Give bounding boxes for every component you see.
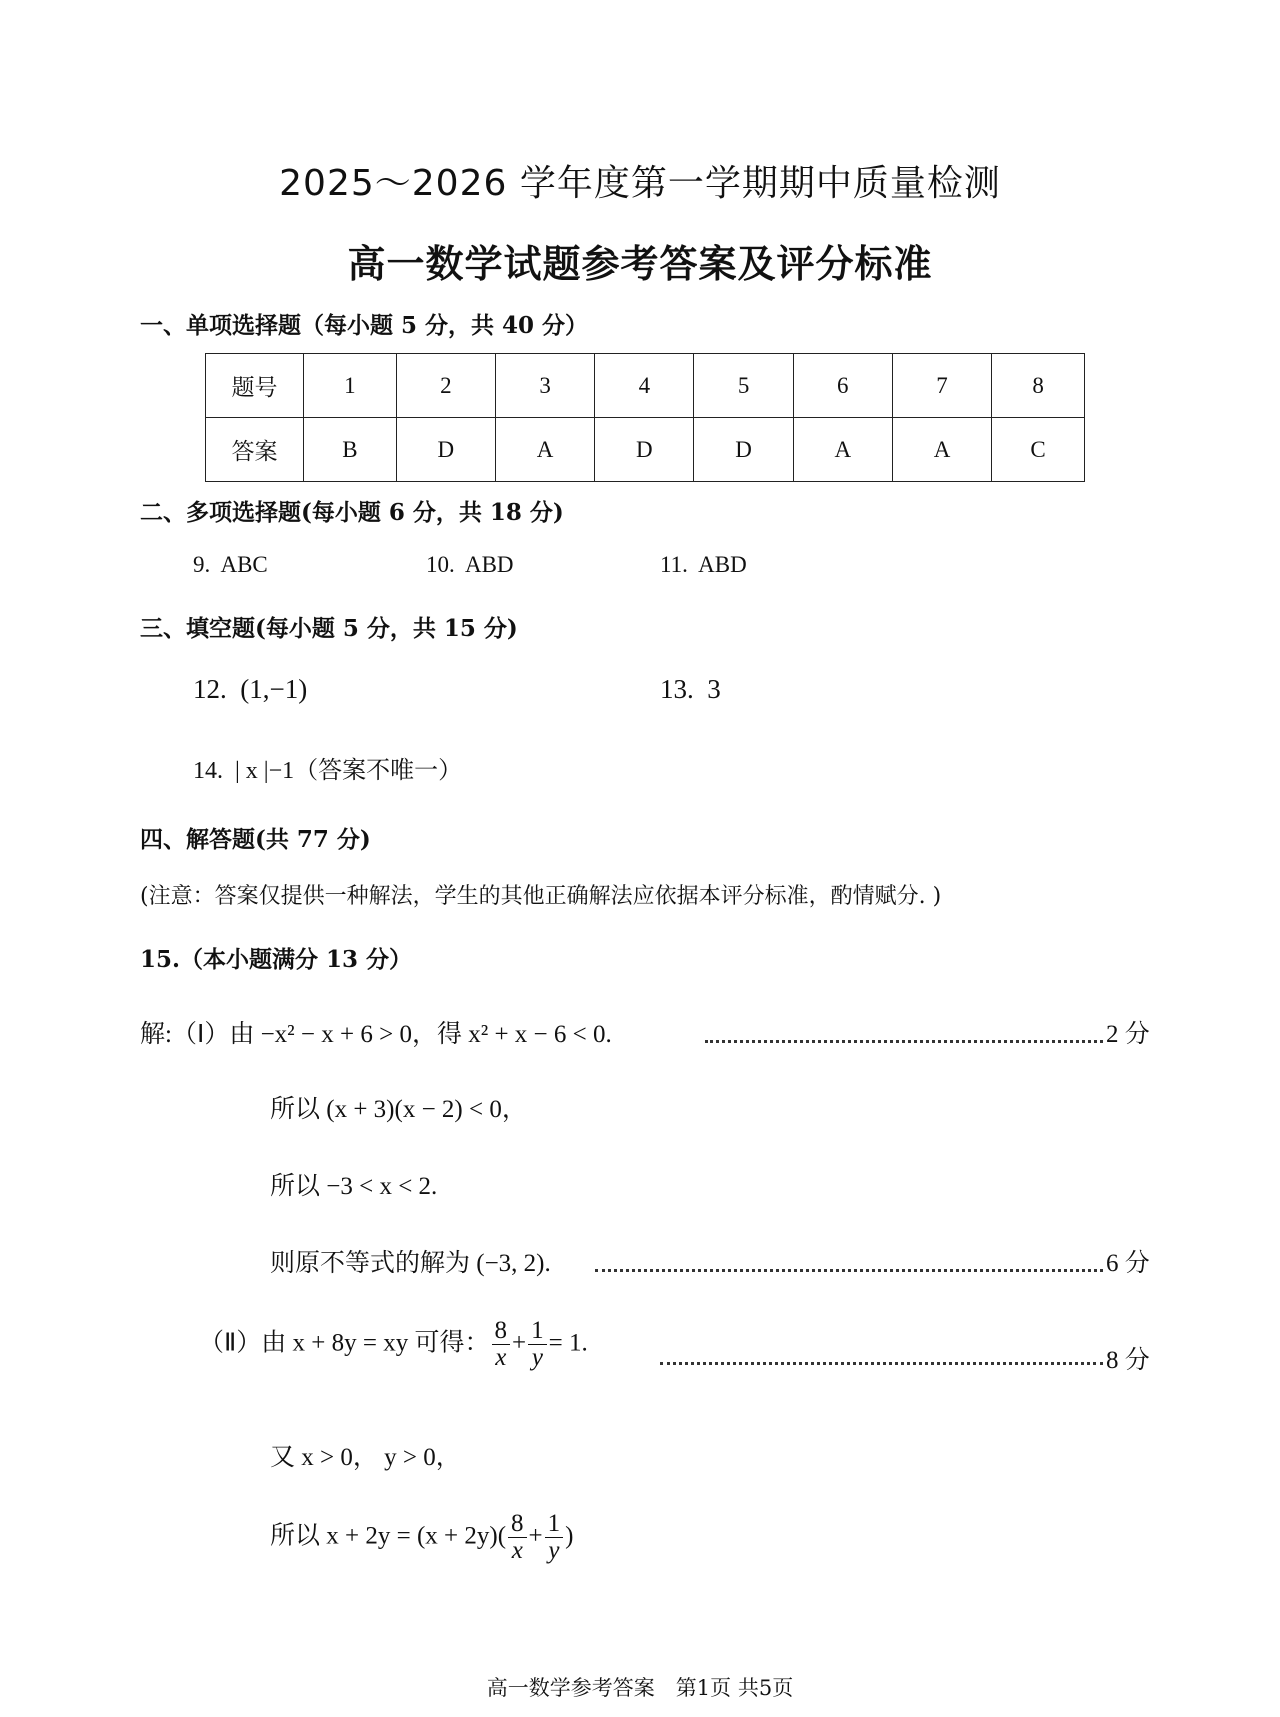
answer-12: 12. (1,−1)	[193, 674, 308, 704]
q15-line1: 解:（Ⅰ）由 −x² − x + 6 > 0，得 x² + x − 6 < 0.	[140, 1021, 612, 1048]
question-number: 6	[793, 354, 892, 418]
answer-table	[205, 353, 1085, 482]
answer-10: 10. ABD	[426, 552, 514, 577]
fraction-8-over-x: $\frac{8}{x}$	[492, 1318, 511, 1372]
row-label: 答案	[206, 418, 304, 482]
q15-line6: 又 x > 0， y > 0，	[270, 1444, 461, 1471]
section4-note: (注意：答案仅提供一种解法，学生的其他正确解法应依据本评分标准，酌情赋分. )	[140, 884, 942, 909]
q15-heading: 15.（本小题满分 13 分）	[140, 946, 413, 973]
answer-cell: A	[793, 418, 892, 482]
leader-dots	[595, 1269, 1103, 1272]
table-row	[206, 354, 1085, 418]
page-footer: 高一数学参考答案 第1页 共5页	[486, 1676, 794, 1700]
answer-cell: D	[595, 418, 694, 482]
leader-dots	[705, 1040, 1103, 1043]
line5-prefix: （Ⅱ）由 x + 8y = xy 可得：	[199, 1329, 490, 1357]
answer-cell: A	[892, 418, 991, 482]
table-row	[206, 418, 1085, 482]
answer-9: 9. ABC	[193, 552, 268, 577]
fraction-1-over-y: $\frac{1}{y}$	[545, 1511, 564, 1565]
section1-heading: 一、单项选择题（每小题 5 分，共 40 分）	[140, 312, 589, 339]
fraction-1-over-y: $\frac{1}{y}$	[528, 1318, 547, 1372]
q15-line5: （Ⅱ）由 x + 8y = xy 可得： $\frac{8}{x}$ + $\frac{1}{y}$ = 1.	[199, 1317, 588, 1372]
row-label: 题号	[206, 354, 304, 418]
question-number: 3	[495, 354, 594, 418]
question-number: 4	[595, 354, 694, 418]
answer-11: 11. ABD	[660, 552, 747, 577]
q15-line7: 所以 x + 2y = (x + 2y)( $\frac{8}{x}$ + $\frac{1}{y}$ )	[270, 1510, 574, 1565]
document-title: 2025～2026 学年度第一学期期中质量检测	[279, 163, 1001, 204]
question-number: 1	[304, 354, 397, 418]
section4-heading: 四、解答题(共 77 分)	[140, 826, 371, 853]
question-number: 8	[992, 354, 1085, 418]
answer-14: 14. | x |−1（答案不唯一）	[193, 758, 463, 784]
document-subtitle: 高一数学试题参考答案及评分标准	[347, 241, 933, 286]
score-6: 6 分	[1106, 1250, 1150, 1277]
answer-cell: B	[304, 418, 397, 482]
q15-line3: 所以 −3 < x < 2.	[270, 1173, 438, 1200]
answer-cell: C	[992, 418, 1085, 482]
answer-cell: D	[694, 418, 793, 482]
score-2: 2 分	[1106, 1021, 1150, 1048]
question-number: 2	[396, 354, 495, 418]
answer-13: 13. 3	[660, 674, 721, 704]
q15-line4: 则原不等式的解为 (−3, 2).	[270, 1250, 551, 1277]
section3-heading: 三、填空题(每小题 5 分，共 15 分)	[140, 615, 518, 642]
fraction-8-over-x: $\frac{8}{x}$	[508, 1511, 527, 1565]
answer-cell: A	[495, 418, 594, 482]
question-number: 5	[694, 354, 793, 418]
q15-line2: 所以 (x + 3)(x − 2) < 0，	[270, 1096, 527, 1123]
answer-cell: D	[396, 418, 495, 482]
leader-dots	[660, 1362, 1103, 1365]
question-number: 7	[892, 354, 991, 418]
score-8: 8 分	[1106, 1347, 1150, 1374]
section2-heading: 二、多项选择题(每小题 6 分，共 18 分)	[140, 499, 564, 526]
